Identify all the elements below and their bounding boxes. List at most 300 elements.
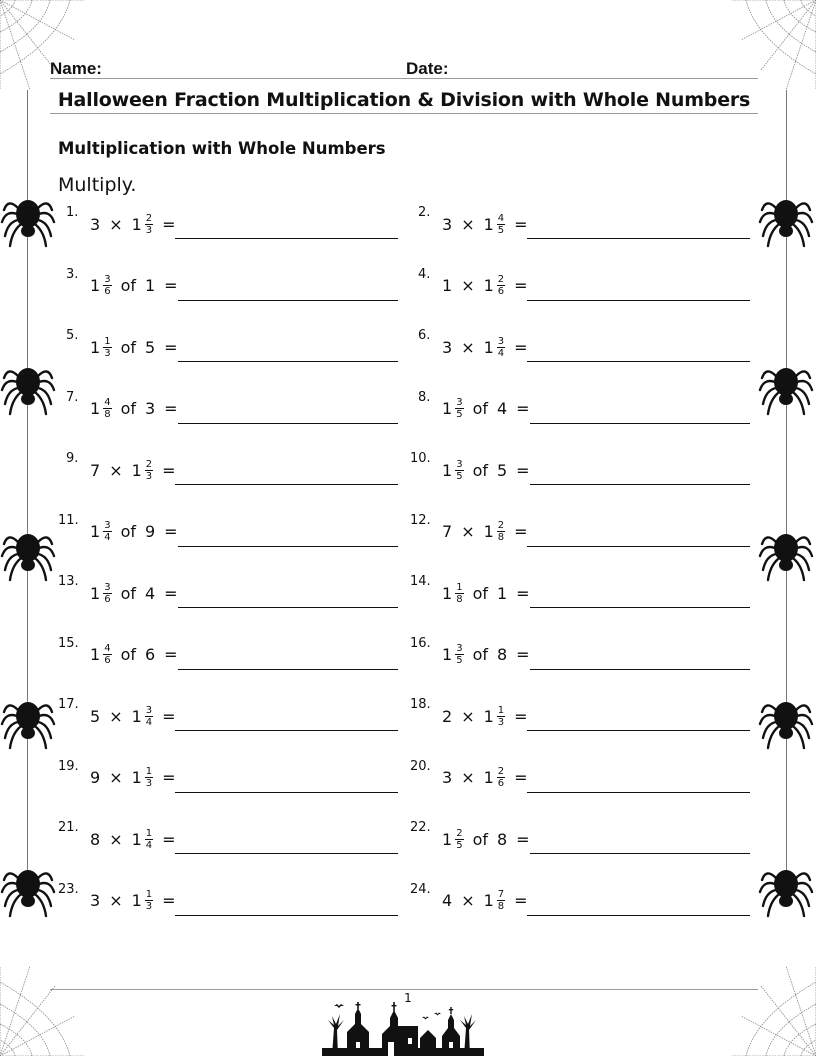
fraction: [497, 705, 505, 728]
whole-number: 1: [144, 276, 156, 295]
fraction: [497, 213, 505, 236]
numerator: 7: [497, 889, 505, 900]
problem-item: [410, 637, 755, 677]
denominator: 4: [104, 532, 111, 543]
fraction: [497, 520, 505, 543]
equals-sign: =: [514, 337, 528, 357]
whole-number: 8: [496, 645, 508, 664]
numerator: 1: [145, 889, 153, 900]
answer-line[interactable]: [530, 607, 750, 608]
whole-part: 1: [483, 706, 494, 726]
answer-line[interactable]: [175, 853, 398, 854]
fraction: [455, 459, 463, 482]
denominator: 4: [145, 716, 153, 728]
numerator: 3: [104, 274, 111, 285]
fraction: [145, 459, 153, 482]
operator: ×: [461, 337, 475, 357]
equals-sign: =: [514, 768, 528, 787]
answer-line[interactable]: [527, 238, 750, 239]
answer-line[interactable]: [530, 484, 750, 485]
numerator: 3: [456, 397, 463, 408]
whole-number: 3: [442, 768, 453, 787]
operator: ×: [109, 706, 123, 726]
problem-expression: [90, 766, 185, 790]
problem-expression: [442, 827, 539, 851]
mixed-number: [442, 459, 464, 482]
equals-sign: =: [516, 399, 530, 418]
equals-sign: =: [162, 460, 176, 480]
spider-icon: [758, 188, 814, 250]
problem-item: [410, 514, 755, 554]
operator: ×: [109, 460, 123, 480]
numerator: 1: [145, 827, 153, 839]
mixed-number: [132, 889, 154, 912]
equals-sign: =: [514, 522, 528, 541]
operator: of: [120, 583, 136, 603]
header-rule: [50, 78, 758, 79]
mixed-number: [484, 766, 506, 789]
answer-line[interactable]: [175, 238, 398, 239]
denominator: 6: [497, 778, 505, 789]
problem-item: [410, 268, 755, 308]
problem-expression: [90, 335, 187, 359]
equals-sign: =: [516, 460, 530, 480]
whole-number: 3: [90, 891, 101, 910]
denominator: 8: [104, 409, 111, 420]
spider-icon: [0, 858, 56, 920]
problem-number: 10.: [410, 451, 431, 466]
equals-sign: =: [516, 645, 530, 664]
answer-line[interactable]: [527, 915, 750, 916]
problem-item: [410, 821, 755, 861]
fraction: [145, 705, 153, 728]
problem-expression: [442, 520, 537, 544]
fraction: [497, 766, 505, 789]
mixed-number: [484, 213, 506, 236]
numerator: 2: [497, 766, 505, 777]
spider-icon: [758, 858, 814, 920]
whole-part: 1: [90, 399, 101, 418]
problem-item: [58, 514, 403, 554]
numerator: 2: [145, 458, 153, 470]
problem-item: [410, 760, 755, 800]
answer-line[interactable]: [178, 423, 398, 424]
title-rule: [50, 113, 758, 114]
problem-expression: [442, 212, 537, 236]
denominator: 8: [497, 901, 505, 912]
operator: of: [472, 829, 488, 849]
problem-item: [410, 391, 755, 431]
operator: of: [120, 276, 136, 295]
mixed-number: [442, 582, 464, 605]
problem-item: [58, 329, 403, 369]
numerator: 3: [104, 581, 111, 593]
denominator: 3: [145, 901, 153, 912]
answer-line[interactable]: [530, 423, 750, 424]
mixed-number: [484, 705, 506, 728]
problem-number: 5.: [66, 328, 79, 343]
fraction: [455, 828, 463, 851]
problem-number: 11.: [58, 512, 79, 528]
problem-item: [58, 637, 403, 677]
fraction: [455, 397, 463, 420]
denominator: 3: [104, 347, 111, 359]
problem-number: 19.: [58, 758, 79, 774]
problem-number: 23.: [58, 881, 79, 897]
fraction: [497, 889, 505, 912]
equals-sign: =: [164, 583, 178, 603]
operator: of: [472, 460, 488, 480]
operator: ×: [109, 214, 123, 234]
whole-part: 1: [131, 214, 142, 234]
problem-expression: [442, 766, 537, 790]
equals-sign: =: [514, 891, 528, 910]
numerator: 3: [104, 520, 111, 531]
mixed-number: [442, 397, 464, 420]
problem-item: [58, 760, 403, 800]
problem-number: 18.: [410, 697, 431, 712]
problem-number: 2.: [418, 205, 431, 220]
operator: ×: [109, 829, 123, 849]
problem-expression: [90, 889, 185, 913]
equals-sign: =: [162, 891, 176, 910]
fraction: [455, 643, 463, 666]
answer-line[interactable]: [178, 546, 398, 547]
spider-icon: [758, 522, 814, 584]
denominator: 4: [497, 347, 505, 359]
equals-sign: =: [162, 829, 176, 849]
equals-sign: =: [514, 276, 528, 295]
answer-line[interactable]: [178, 300, 398, 301]
mixed-number: [442, 643, 464, 666]
denominator: 5: [456, 839, 463, 851]
problem-number: 17.: [58, 697, 79, 712]
spiderweb-icon: [0, 961, 90, 1056]
spider-icon: [0, 522, 56, 584]
problem-item: [58, 268, 403, 308]
spider-icon: [0, 690, 56, 752]
whole-number: 7: [442, 522, 453, 541]
whole-number: 6: [144, 645, 156, 664]
whole-number: 5: [144, 337, 156, 357]
problem-expression: [90, 643, 187, 667]
problem-number: 9.: [66, 451, 79, 466]
answer-line[interactable]: [175, 915, 398, 916]
whole-number: 4: [144, 583, 156, 603]
whole-part: 1: [483, 276, 494, 295]
problem-number: 1.: [66, 205, 79, 220]
problem-item: [58, 452, 403, 492]
haunted-church-silhouette-icon: [322, 998, 484, 1056]
operator: of: [120, 522, 136, 541]
problem-item: [58, 206, 403, 246]
spiderweb-icon: [726, 0, 816, 95]
whole-part: 1: [90, 276, 101, 295]
numerator: 2: [456, 827, 463, 839]
problem-expression: [90, 520, 187, 544]
fraction: [103, 643, 111, 666]
mixed-number: [484, 889, 506, 912]
whole-number: 8: [496, 829, 508, 849]
operator: ×: [461, 891, 475, 910]
denominator: 6: [104, 655, 111, 666]
name-label: Name:: [50, 59, 102, 78]
whole-number: 7: [90, 460, 101, 480]
whole-number: 2: [442, 706, 453, 726]
problem-number: 12.: [410, 512, 431, 528]
operator: ×: [461, 706, 475, 726]
whole-part: 1: [442, 460, 453, 480]
equals-sign: =: [162, 706, 176, 726]
whole-part: 1: [442, 399, 453, 418]
whole-part: 1: [131, 891, 142, 910]
problem-item: [410, 206, 755, 246]
whole-part: 1: [483, 337, 494, 357]
problem-number: 22.: [410, 820, 431, 835]
numerator: 1: [104, 335, 111, 347]
page-number: 1: [404, 991, 412, 1005]
mixed-number: [132, 828, 154, 851]
equals-sign: =: [162, 768, 176, 787]
equals-sign: =: [164, 399, 178, 418]
equals-sign: =: [164, 337, 178, 357]
spider-icon: [0, 356, 56, 418]
numerator: 1: [145, 766, 153, 777]
problem-number: 3.: [66, 266, 79, 282]
problem-number: 13.: [58, 574, 79, 589]
denominator: 3: [145, 224, 153, 236]
whole-number: 4: [496, 399, 508, 418]
numerator: 4: [497, 212, 505, 224]
mixed-number: [90, 336, 112, 359]
problem-expression: [442, 274, 537, 298]
equals-sign: =: [514, 214, 528, 234]
problem-item: [58, 391, 403, 431]
equals-sign: =: [516, 829, 530, 849]
whole-part: 1: [131, 768, 142, 787]
operator: of: [120, 399, 136, 418]
denominator: 6: [104, 286, 111, 297]
mixed-number: [484, 336, 506, 359]
spider-icon: [0, 188, 56, 250]
whole-number: 1: [442, 276, 453, 295]
whole-part: 1: [90, 645, 101, 664]
problem-item: [58, 575, 403, 615]
answer-line[interactable]: [175, 484, 398, 485]
answer-line[interactable]: [527, 361, 750, 362]
date-label: Date:: [406, 59, 449, 78]
whole-number: 8: [90, 829, 101, 849]
denominator: 3: [145, 470, 153, 482]
answer-line[interactable]: [178, 669, 398, 670]
operator: ×: [461, 768, 475, 787]
problem-number: 14.: [410, 574, 431, 589]
problem-expression: [442, 335, 537, 359]
answer-line[interactable]: [175, 730, 398, 731]
numerator: 2: [497, 520, 505, 531]
operator: of: [120, 645, 136, 664]
fraction: [145, 213, 153, 236]
problem-expression: [442, 643, 539, 667]
fraction: [145, 828, 153, 851]
problem-expression: [90, 581, 187, 605]
equals-sign: =: [514, 706, 528, 726]
numerator: 4: [104, 397, 111, 408]
equals-sign: =: [516, 583, 530, 603]
page-title: Halloween Fraction Multiplication & Division with Whole Numbers: [57, 89, 751, 111]
mixed-number: [484, 520, 506, 543]
problem-expression: [442, 458, 539, 482]
problem-expression: [442, 704, 537, 728]
problem-number: 4.: [418, 266, 431, 282]
fraction: [103, 274, 111, 297]
problem-item: [58, 883, 403, 923]
mixed-number: [90, 274, 112, 297]
fraction: [103, 582, 111, 605]
problem-item: [410, 329, 755, 369]
denominator: 3: [145, 778, 153, 789]
numerator: 4: [104, 643, 111, 654]
problem-expression: [90, 212, 185, 236]
denominator: 6: [497, 286, 505, 297]
problem-item: [58, 821, 403, 861]
numerator: 3: [145, 704, 153, 716]
fraction: [103, 520, 111, 543]
denominator: 5: [456, 655, 463, 666]
whole-number: 5: [90, 706, 101, 726]
operator: of: [120, 337, 136, 357]
whole-number: 3: [442, 337, 453, 357]
denominator: 5: [456, 470, 463, 482]
answer-line[interactable]: [175, 792, 398, 793]
instruction: Multiply.: [58, 174, 137, 196]
problem-number: 20.: [410, 758, 431, 774]
operator: ×: [461, 276, 475, 295]
mixed-number: [132, 459, 154, 482]
whole-part: 1: [483, 214, 494, 234]
answer-line[interactable]: [527, 792, 750, 793]
numerator: 3: [456, 458, 463, 470]
whole-number: 9: [90, 768, 101, 787]
mixed-number: [132, 213, 154, 236]
whole-number: 3: [90, 214, 101, 234]
problem-expression: [90, 274, 187, 298]
problem-expression: [442, 397, 539, 421]
operator: of: [472, 645, 488, 664]
operator: of: [472, 583, 488, 603]
operator: of: [472, 399, 488, 418]
whole-number: 5: [496, 460, 508, 480]
answer-line[interactable]: [530, 669, 750, 670]
equals-sign: =: [162, 214, 176, 234]
whole-number: 3: [442, 214, 453, 234]
spider-icon: [758, 690, 814, 752]
equals-sign: =: [164, 276, 178, 295]
whole-part: 1: [483, 768, 494, 787]
whole-part: 1: [442, 583, 453, 603]
answer-line[interactable]: [178, 607, 398, 608]
problem-expression: [442, 581, 539, 605]
mixed-number: [442, 828, 464, 851]
denominator: 4: [145, 839, 153, 851]
answer-line[interactable]: [530, 853, 750, 854]
mixed-number: [484, 274, 506, 297]
fraction: [145, 766, 153, 789]
problem-item: [410, 452, 755, 492]
numerator: 3: [456, 643, 463, 654]
operator: ×: [109, 768, 123, 787]
equals-sign: =: [164, 645, 178, 664]
fraction: [497, 274, 505, 297]
whole-part: 1: [90, 522, 101, 541]
problem-expression: [90, 397, 187, 421]
problem-expression: [90, 827, 185, 851]
section-title: Multiplication with Whole Numbers: [58, 139, 386, 158]
numerator: 3: [497, 335, 505, 347]
answer-line[interactable]: [527, 546, 750, 547]
operator: ×: [109, 891, 123, 910]
problem-number: 24.: [410, 881, 431, 897]
denominator: 5: [497, 224, 505, 236]
answer-line[interactable]: [527, 300, 750, 301]
denominator: 6: [104, 593, 111, 605]
mixed-number: [90, 643, 112, 666]
denominator: 8: [497, 532, 505, 543]
spiderweb-icon: [726, 961, 816, 1056]
whole-number: 4: [442, 891, 453, 910]
footer-rule: [50, 989, 758, 990]
denominator: 8: [456, 593, 463, 605]
problem-number: 8.: [418, 389, 431, 405]
problem-number: 15.: [58, 635, 79, 651]
answer-line[interactable]: [178, 361, 398, 362]
problem-expression: [90, 458, 185, 482]
numerator: 2: [497, 274, 505, 285]
problem-number: 16.: [410, 635, 431, 651]
whole-part: 1: [483, 891, 494, 910]
mixed-number: [90, 397, 112, 420]
denominator: 5: [456, 409, 463, 420]
fraction: [103, 397, 111, 420]
answer-line[interactable]: [527, 730, 750, 731]
problem-expression: [442, 889, 537, 913]
whole-part: 1: [90, 583, 101, 603]
numerator: 2: [145, 212, 153, 224]
problem-item: [410, 883, 755, 923]
mixed-number: [90, 520, 112, 543]
problem-item: [410, 575, 755, 615]
whole-part: 1: [442, 645, 453, 664]
problem-number: 6.: [418, 328, 431, 343]
denominator: 3: [497, 716, 505, 728]
whole-number: 3: [144, 399, 156, 418]
equals-sign: =: [164, 522, 178, 541]
problem-number: 7.: [66, 389, 79, 405]
whole-part: 1: [131, 829, 142, 849]
problem-item: [410, 698, 755, 738]
operator: ×: [461, 522, 475, 541]
whole-part: 1: [131, 706, 142, 726]
fraction: [103, 336, 111, 359]
mixed-number: [132, 766, 154, 789]
spider-icon: [758, 356, 814, 418]
whole-number: 1: [496, 583, 508, 603]
numerator: 1: [497, 704, 505, 716]
mixed-number: [132, 705, 154, 728]
fraction: [497, 336, 505, 359]
mixed-number: [90, 582, 112, 605]
whole-part: 1: [131, 460, 142, 480]
